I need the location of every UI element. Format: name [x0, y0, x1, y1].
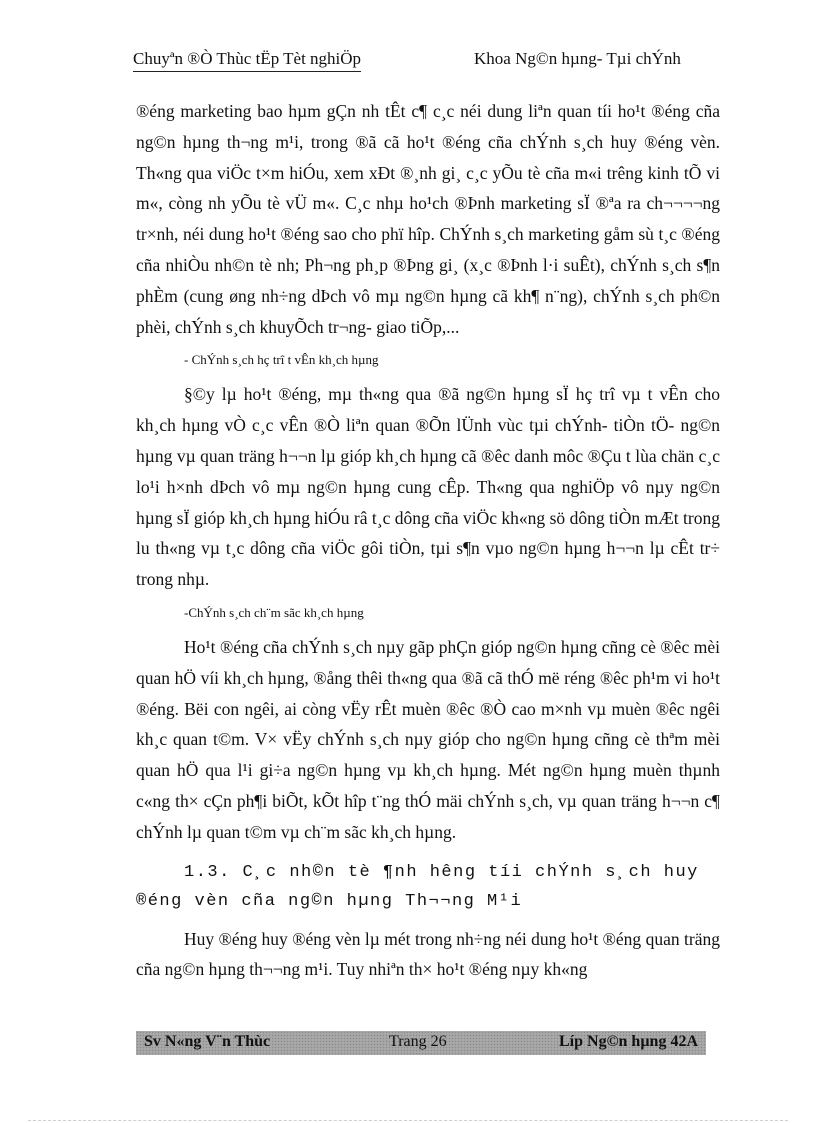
header-department: Khoa Ng©n hµng- Tµi chÝnh: [474, 49, 681, 68]
footer-author: Sv N«ng V¨n Thùc: [144, 1033, 271, 1050]
paragraph-customer-care: Ho¹t ®éng cña chÝnh s¸ch nµy gãp phÇn gióp ng©n hµng cñng cè ®êc mèi quan hÖ víi kh¸ch hµng, ®ång thêi th«ng qua ®ã cã thÓ më réng ®êc ph¹m vi ho¹t ®éng. Bëi con ngêi, ai còng vËy rÊt muèn ®êc ®Ò cao m×nh vµ muèn ®êc ngêi kh¸c quan t©m. V× vËy chÝnh s¸ch nµy gióp cho ng©n hµng cñng cè thªm mèi quan hÖ qua l¹i gi÷a ng©n hµng vµ kh¸ch hµng. Mét ng©n hµng muèn thµnh c«ng th× cÇn ph¶i biÕt, kÕt hîp t¨ng thÓ mäi chÝnh s¸ch, vµ quan träng h¬¬n c¶ chÝnh lµ quan t©m vµ ch¨m sãc kh¸ch hµng.: [136, 636, 720, 842]
page-footer: [136, 1031, 706, 1055]
paragraph-capital-mobilization: Huy ®éng huy ®éng vèn lµ mét trong nh÷ng néi dung ho¹t ®éng quan träng cña ng©n hµng th¬¬ng m¹i. Tuy nhiªn th× ho¹t ®éng nµy kh«ng: [136, 928, 720, 980]
paragraph-marketing: ®éng marketing bao hµm gÇn nh tÊt c¶ c¸c néi dung liªn quan tíi ho¹t ®éng cña ng©n hµng th¬ng m¹i, trong ®ã cã ho¹t ®éng cña chÝnh s¸ch huy ®éng vèn. Th«ng qua viÖc t×m hiÓu, xem xÐt ®¸nh gi¸ c¸c yÕu tè cña m«i trêng kinh tÕ vi m«, còng nh yÕu tè vÜ m«. C¸c nhµ ho¹ch ®Þnh marketing sÏ ®ªa ra ch¬¬¬¬ng tr×nh, néi dung ho¹t ®éng sao cho phï hîp. ChÝnh s¸ch marketing gåm sù t¸c ®éng cña nhiÒu nh©n tè nh; Ph¬ng ph¸p ®Þng gi¸ (x¸c ®Þnh l·i suÊt), chÝnh s¸ch s¶n phÈm (cung øng nh÷ng dÞch vô mµ ng©n hµng cã kh¶ n¨ng), chÝnh s¸ch ph©n phèi, chÝnh s¸ch khuyÕch tr¬ng- giao tiÕp,...: [136, 101, 720, 337]
footer-page-number: Trang 26: [389, 1033, 447, 1050]
footer-class: Líp Ng©n hµng 42A: [559, 1033, 698, 1050]
bullet-advisory-policy: - ChÝnh s¸ch hç trî t vÊn kh¸ch hµng: [184, 352, 379, 368]
bullet-customer-care-policy: -ChÝnh s¸ch ch¨m sãc kh¸ch hµng: [184, 604, 364, 620]
document-body: [136, 96, 720, 985]
page-bottom-edge: [28, 1120, 788, 1121]
header-document-title: Chuyªn ®Ò Thùc tËp Tèt nghiÖp: [133, 49, 361, 72]
section-heading-1-3: 1.3. C¸c nh©n tè ¶nh hêng tíi chÝnh s¸ch huy ®éng vèn cña ng©n hµng Th¬¬ng M¹i: [136, 862, 699, 911]
paragraph-advisory: §©y lµ ho¹t ®éng, mµ th«ng qua ®ã ng©n hµng sÏ hç trî vµ t vÊn cho kh¸ch hµng vÒ c¸c vÊn ®Ò liªn quan ®Õn lÜnh vùc tµi chÝnh- tiÒn tÖ- ng©n hµng vµ quan träng h¬¬n lµ gióp kh¸ch hµng cã ®êc danh môc ®Çu t lùa chän c¸c lo¹i h×nh dÞch vô mµ ng©n hµng cung cÊp. Th«ng qua nghiÖp vô nµy ng©n hµng sÏ gióp kh¸ch hµng hiÓu râ t¸c dông cña viÖc kh«ng sö dông tiÒn mÆt trong lu th«ng vµ t¸c dông cña viÖc gôi tiÒn, tµi s¶n vµo ng©n hµng h¬¬n lµ cÊt tr÷ trong nhµ.: [136, 384, 720, 590]
